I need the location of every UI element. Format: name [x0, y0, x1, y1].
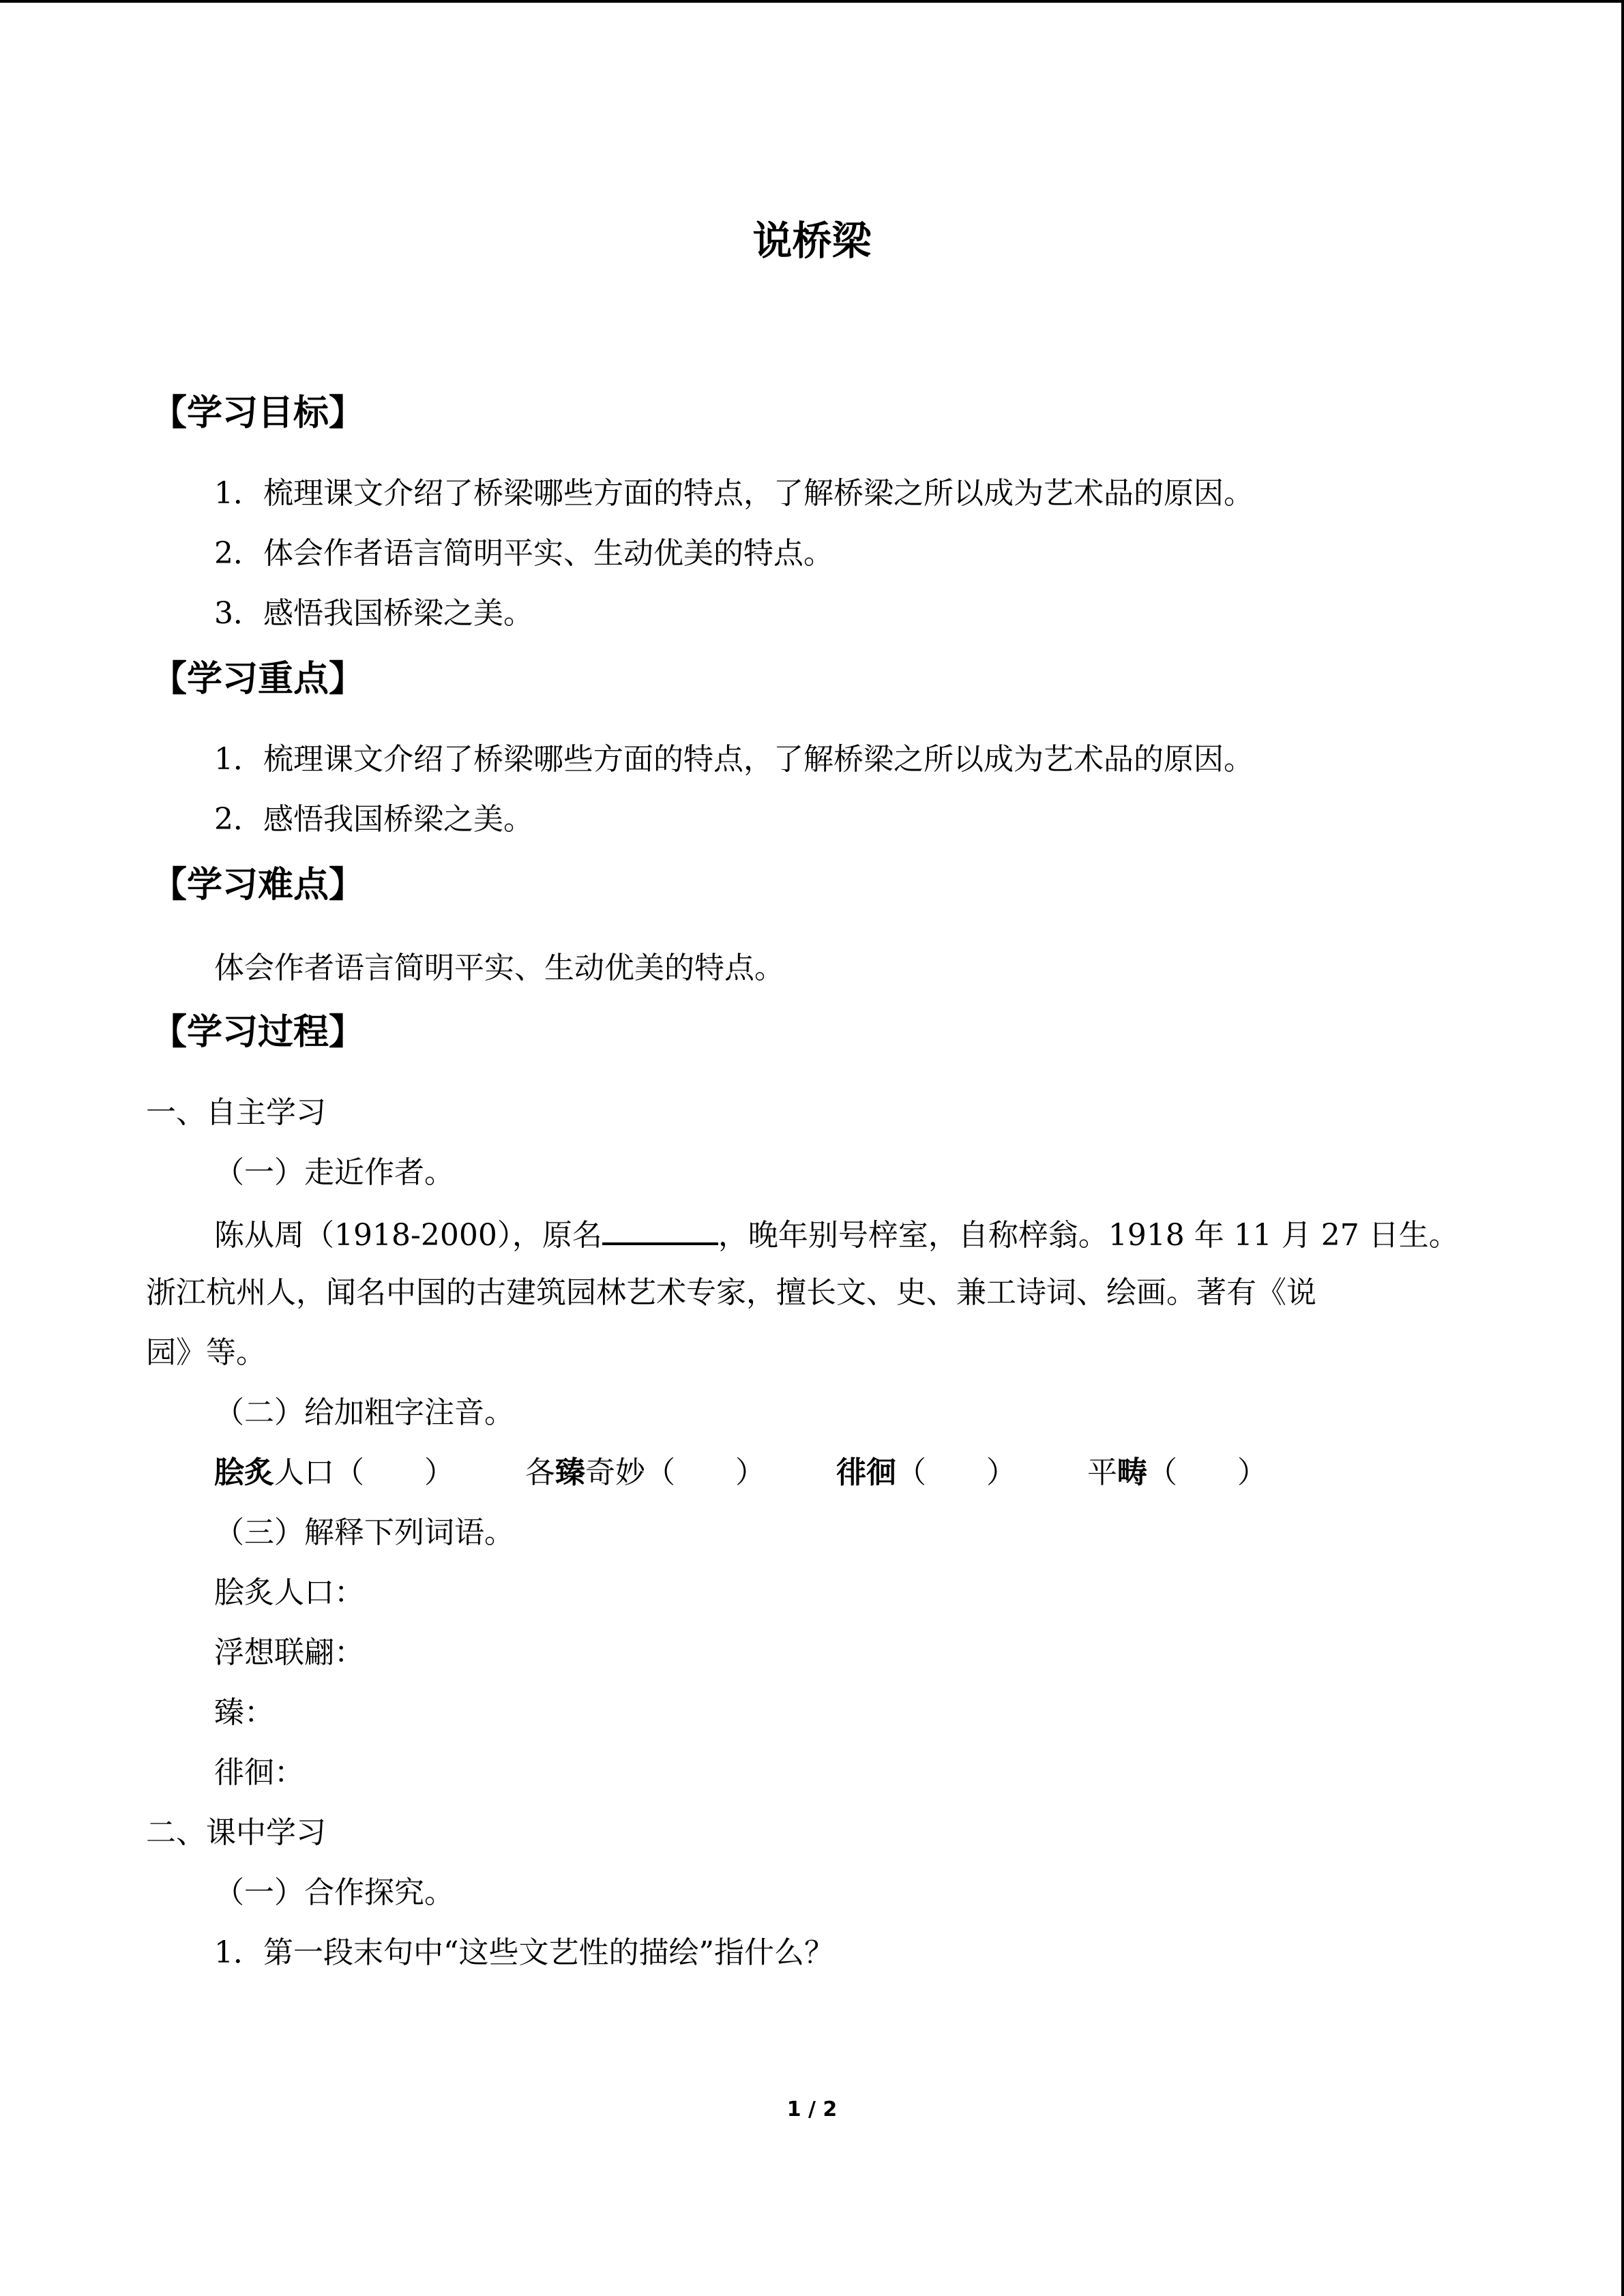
pinyin-bold-3: 徘徊	[836, 1455, 896, 1490]
pinyin-item-4[interactable]	[1087, 1452, 1267, 1493]
pinyin-pre-4: 平	[1087, 1455, 1117, 1490]
author-text-after: ，晚年别号梓室，自称梓翁。1918 年 11 月 27 日生。	[718, 1218, 1459, 1253]
key-point-item-1: 1．梳理课文介绍了桥梁哪些方面的特点，了解桥梁之所以成为艺术品的原因。	[214, 742, 1254, 777]
sub1-heading: （一）走近作者。	[214, 1155, 454, 1190]
pinyin-item-2[interactable]	[525, 1452, 765, 1493]
sub2-heading: （二）给加粗字注音。	[214, 1395, 514, 1430]
page-title: 说桥梁	[752, 218, 872, 264]
process-heading: 【学习过程】	[151, 1012, 365, 1053]
author-line-2: 浙江杭州人，闻名中国的古建筑园林艺术专家，擅长文、史、兼工诗词、绘画。著有《说	[146, 1275, 1316, 1310]
author-text-before: 陈从周（1918-2000），原名	[214, 1218, 602, 1253]
pinyin-item-3[interactable]	[836, 1452, 1016, 1493]
term-1: 脍炙人口：	[214, 1575, 364, 1610]
pinyin-bold-4: 畴	[1117, 1455, 1147, 1490]
part1-heading: 一、自主学习	[146, 1095, 326, 1130]
term-3: 臻：	[214, 1695, 274, 1730]
objective-item-2: 2．体会作者语言简明平实、生动优美的特点。	[214, 536, 833, 571]
objectives-heading: 【学习目标】	[151, 393, 365, 434]
key-points-heading: 【学习重点】	[151, 659, 365, 700]
sub4-heading: （一）合作探究。	[214, 1875, 454, 1910]
pinyin-rest-4: （ ）	[1147, 1455, 1267, 1490]
author-line-3: 园》等。	[146, 1335, 266, 1370]
author-name-blank[interactable]	[602, 1212, 718, 1245]
pinyin-rest-3: （ ）	[896, 1455, 1016, 1490]
author-line-1	[214, 1212, 1459, 1256]
term-2: 浮想联翩：	[214, 1635, 364, 1670]
pinyin-bold-2: 臻	[555, 1455, 585, 1490]
objective-item-1: 1．梳理课文介绍了桥梁哪些方面的特点，了解桥梁之所以成为艺术品的原因。	[214, 476, 1254, 511]
term-4: 徘徊：	[214, 1755, 304, 1790]
pinyin-bold-1: 脍炙	[214, 1455, 274, 1490]
key-point-item-2: 2．感悟我国桥梁之美。	[214, 802, 533, 837]
difficulties-text: 体会作者语言简明平实、生动优美的特点。	[214, 951, 784, 985]
part2-heading: 二、课中学习	[146, 1815, 326, 1850]
pinyin-row	[214, 1452, 1329, 1493]
difficulties-heading: 【学习难点】	[151, 865, 365, 906]
sub3-heading: （三）解释下列词语。	[214, 1515, 514, 1550]
pinyin-rest-2: 奇妙（ ）	[585, 1455, 765, 1490]
pinyin-item-1[interactable]	[214, 1452, 454, 1493]
pinyin-rest-1: 人口（ ）	[274, 1455, 454, 1490]
pinyin-pre-2: 各	[525, 1455, 555, 1490]
page-number: 1 / 2	[786, 2098, 838, 2121]
objective-item-3: 3．感悟我国桥梁之美。	[214, 596, 533, 631]
question-1: 1．第一段末句中“这些文艺性的描绘”指什么？	[214, 1935, 834, 1970]
